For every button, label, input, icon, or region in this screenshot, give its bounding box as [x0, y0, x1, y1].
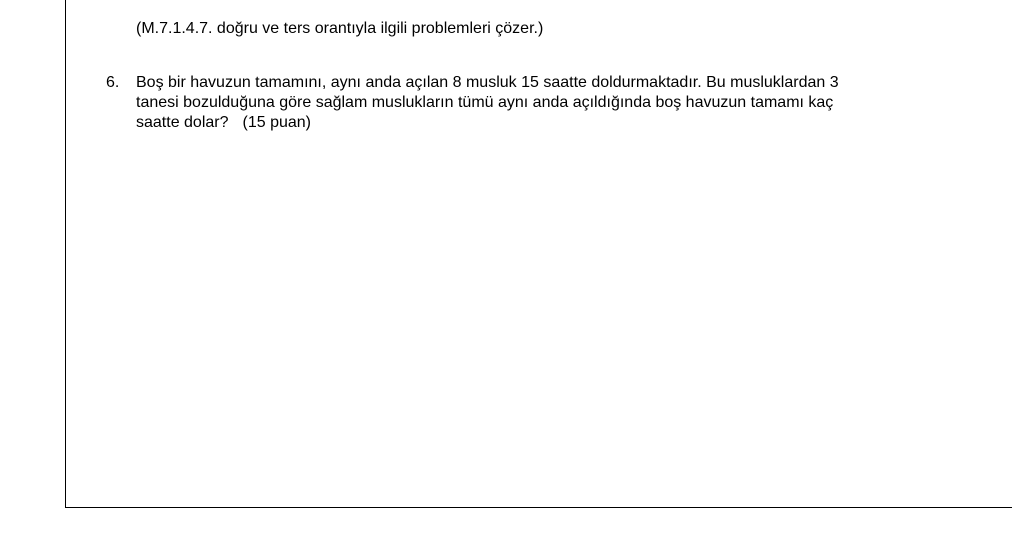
question-line-2: tanesi bozulduğuna göre sağlam muslukların tümü aynı anda açıldığında boş havuzun tamamı kaç: [136, 94, 834, 111]
question-points: (15 puan): [242, 114, 312, 131]
question-line-1: Boş bir havuzun tamamını, aynı anda açılan 8 musluk 15 saatte doldurmaktadır. Bu musluklardan 3: [136, 74, 839, 91]
question-text: [136, 73, 1012, 133]
question-line-3-text: saatte dolar?: [136, 114, 229, 131]
question-line-3: [136, 113, 1012, 133]
learning-objective: (M.7.1.4.7. doğru ve ters orantıyla ilgili problemleri çözer.): [136, 20, 544, 37]
question-number: 6.: [106, 74, 120, 91]
